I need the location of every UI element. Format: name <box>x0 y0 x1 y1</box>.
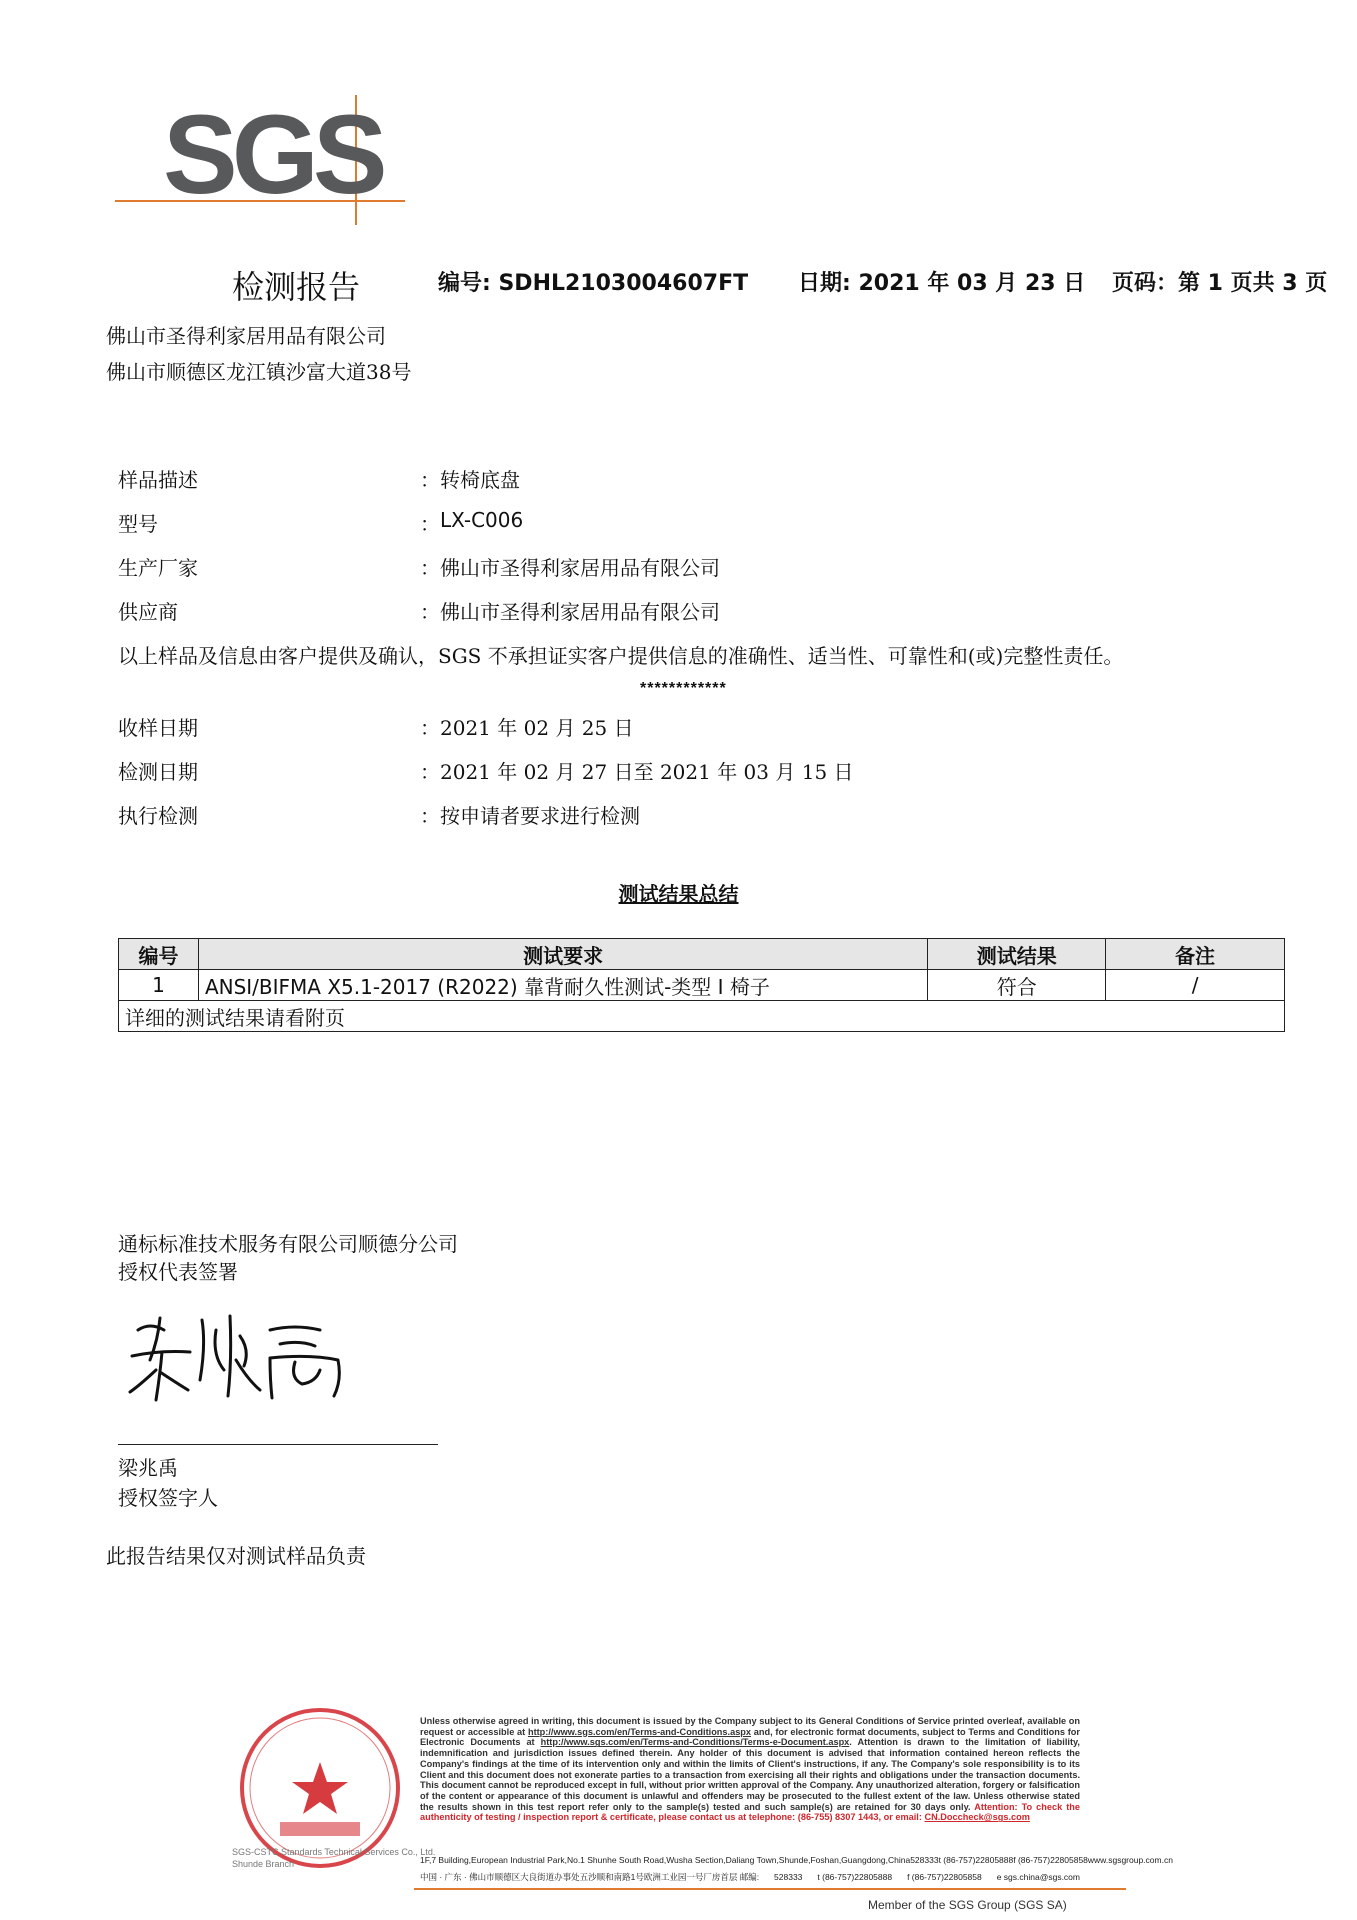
terms-link[interactable]: http://www.sgs.com/en/Terms-and-Conditions.aspx <box>527 1726 752 1737</box>
summary-title: 测试结果总结 <box>618 882 739 906</box>
test-date-label: 检测日期 <box>118 760 198 784</box>
header-number: 编号 <box>119 939 199 970</box>
client-address: 佛山市顺德区龙江镇沙富大道38号 <box>106 360 412 384</box>
receive-date-label: 收样日期 <box>118 716 198 740</box>
test-date-value: 2021 年 02 月 27 日至 2021 年 03 月 15 日 <box>440 760 854 784</box>
branch-company: SGS-CSTC Standards Technical Services Co., Ltd. <box>232 1847 436 1857</box>
website-link[interactable]: www.sgsgroup.com.cn <box>1087 1855 1173 1865</box>
header-remark: 备注 <box>1106 939 1285 970</box>
test-basis-value: 按申请者要求进行检测 <box>440 804 640 828</box>
report-date: 日期: 2021 年 03 月 23 日 <box>798 271 1086 296</box>
postcode-cn: 528333 <box>774 1872 803 1882</box>
limit-note: 此报告结果仅对测试样品负责 <box>106 1544 366 1568</box>
contact-row-cn <box>420 1869 1080 1886</box>
report-title: 检测报告 <box>232 268 361 306</box>
signature-line <box>118 1444 438 1445</box>
footer-terms <box>420 1716 1080 1823</box>
member-note: Member of the SGS Group (SGS SA) <box>868 1898 1067 1912</box>
cell-requirement: ANSI/BIFMA X5.1-2017 (R2022) 靠背耐久性测试-类型 I 椅子 <box>198 970 927 1001</box>
supplier-value: 佛山市圣得利家居用品有限公司 <box>440 600 720 624</box>
header-result: 测试结果 <box>928 939 1106 970</box>
terms-text-2: and, for electronic format documents, subject to Terms and Conditions for Electronic Documents at <box>420 1726 1080 1748</box>
fax: f (86-757)22805858 <box>1013 1855 1088 1865</box>
model-value: LX-C006 <box>440 508 524 532</box>
colon: ： <box>420 600 440 624</box>
sample-description-label: 样品描述 <box>118 468 198 492</box>
table-note-row <box>119 1001 1285 1032</box>
cell-number: 1 <box>119 970 199 1001</box>
sample-description-value: 转椅底盘 <box>440 468 520 492</box>
contact-row-en <box>420 1852 1173 1869</box>
colon: ： <box>420 804 440 828</box>
table-row <box>119 970 1285 1001</box>
test-basis-label: 执行检测 <box>118 804 198 828</box>
disclaimer-text: 以上样品及信息由客户提供及确认，SGS 不承担证实客户提供信息的准确性、适当性、可靠性和(或)完整性责任。 <box>118 644 1124 668</box>
logo-text: SGS <box>163 92 382 217</box>
email-link[interactable]: e sgs.china@sgs.com <box>996 1872 1080 1882</box>
handwritten-signature <box>120 1300 360 1410</box>
authorized-representative: 授权代表签署 <box>118 1260 238 1284</box>
receive-date-value: 2021 年 02 月 25 日 <box>440 716 634 740</box>
results-table <box>118 938 1285 1032</box>
cell-remark: / <box>1106 970 1285 1001</box>
e-document-terms-link[interactable]: http://www.sgs.com/en/Terms-and-Conditions/Terms-e-Document.aspx <box>540 1737 850 1748</box>
report-page: 页码：第 1 页共 3 页 <box>1112 271 1328 296</box>
authenticity-notice: Attention: To check the authenticity of testing / inspection report & certificate, please contact us at telephone: (86-755) 8307 1443, or email: <box>420 1801 1081 1823</box>
supplier-label: 供应商 <box>118 600 178 624</box>
telephone: t (86-757)22805888 <box>938 1855 1014 1865</box>
organization-name: 通标标准技术服务有限公司顺德分公司 <box>118 1232 458 1256</box>
branch-name: Shunde Branch <box>232 1859 295 1869</box>
manufacturer-value: 佛山市圣得利家居用品有限公司 <box>440 556 720 580</box>
doccheck-email-link[interactable]: CN.Doccheck@sgs.com <box>924 1812 1030 1823</box>
report-number: 编号: SDHL2103004607FT <box>438 271 749 296</box>
colon: ： <box>420 512 440 536</box>
terms-text-1: Unless otherwise agreed in writing, this document is issued by the Company subject to its General Conditions of Service printed overleaf, available on request or accessible at <box>420 1716 1080 1737</box>
terms-text-3: . Attention is drawn to the limitation of liability, indemnification and jurisdiction issues defined therein. Any holder of this document is advised that information contained hereon reflects the Company's findings at the time of its intervention only and within the limits of Client's instructions, if any. The Company's sole responsibility is to its Client and this document does not exonerate parties to a transaction from exercising all their rights and obligations under the transaction documents. This document cannot be reproduced except in full, without prior written approval of the Company. Any unauthorized alteration, forgery or falsification of the content or appearance of this document is unlawful and offenders may be prosecuted to the fullest extent of the law. Unless otherwise stated the results shown in this test report refer only to the sample(s) tested and such sample(s) are retained for 30 days only. <box>420 1737 1080 1812</box>
postcode: 528333 <box>910 1855 939 1865</box>
colon: ： <box>420 760 440 784</box>
colon: ： <box>420 468 440 492</box>
colon: ： <box>420 716 440 740</box>
telephone-cn: t (86-757)22805888 <box>817 1872 893 1882</box>
sgs-logo <box>115 92 415 225</box>
footer-rule <box>414 1888 1126 1890</box>
footer-contacts <box>420 1852 1173 1886</box>
table-note: 详细的测试结果请看附页 <box>119 1001 1285 1032</box>
manufacturer-label: 生产厂家 <box>118 556 198 580</box>
model-label: 型号 <box>118 512 158 536</box>
colon: ： <box>420 556 440 580</box>
separator-stars: ************ <box>640 680 727 697</box>
footer-branch <box>232 1846 435 1870</box>
signer-name: 梁兆禹 <box>118 1456 178 1480</box>
client-name: 佛山市圣得利家居用品有限公司 <box>106 324 386 348</box>
table-header-row <box>119 939 1285 970</box>
header-requirement: 测试要求 <box>198 939 927 970</box>
address-en: 1F,7 Building,European Industrial Park,No.1 Shunhe South Road,Wusha Section,Daliang Town,Shunde,Foshan,Guangdong,China <box>420 1855 911 1865</box>
signer-title: 授权签字人 <box>118 1486 218 1510</box>
cell-result: 符合 <box>928 970 1106 1001</box>
fax-cn: f (86-757)22805858 <box>907 1872 982 1882</box>
address-cn: 中国 · 广东 · 佛山市顺德区大良街道办事处五沙顺和南路1号欧洲工业园一号厂房首层 邮编: <box>420 1872 760 1882</box>
